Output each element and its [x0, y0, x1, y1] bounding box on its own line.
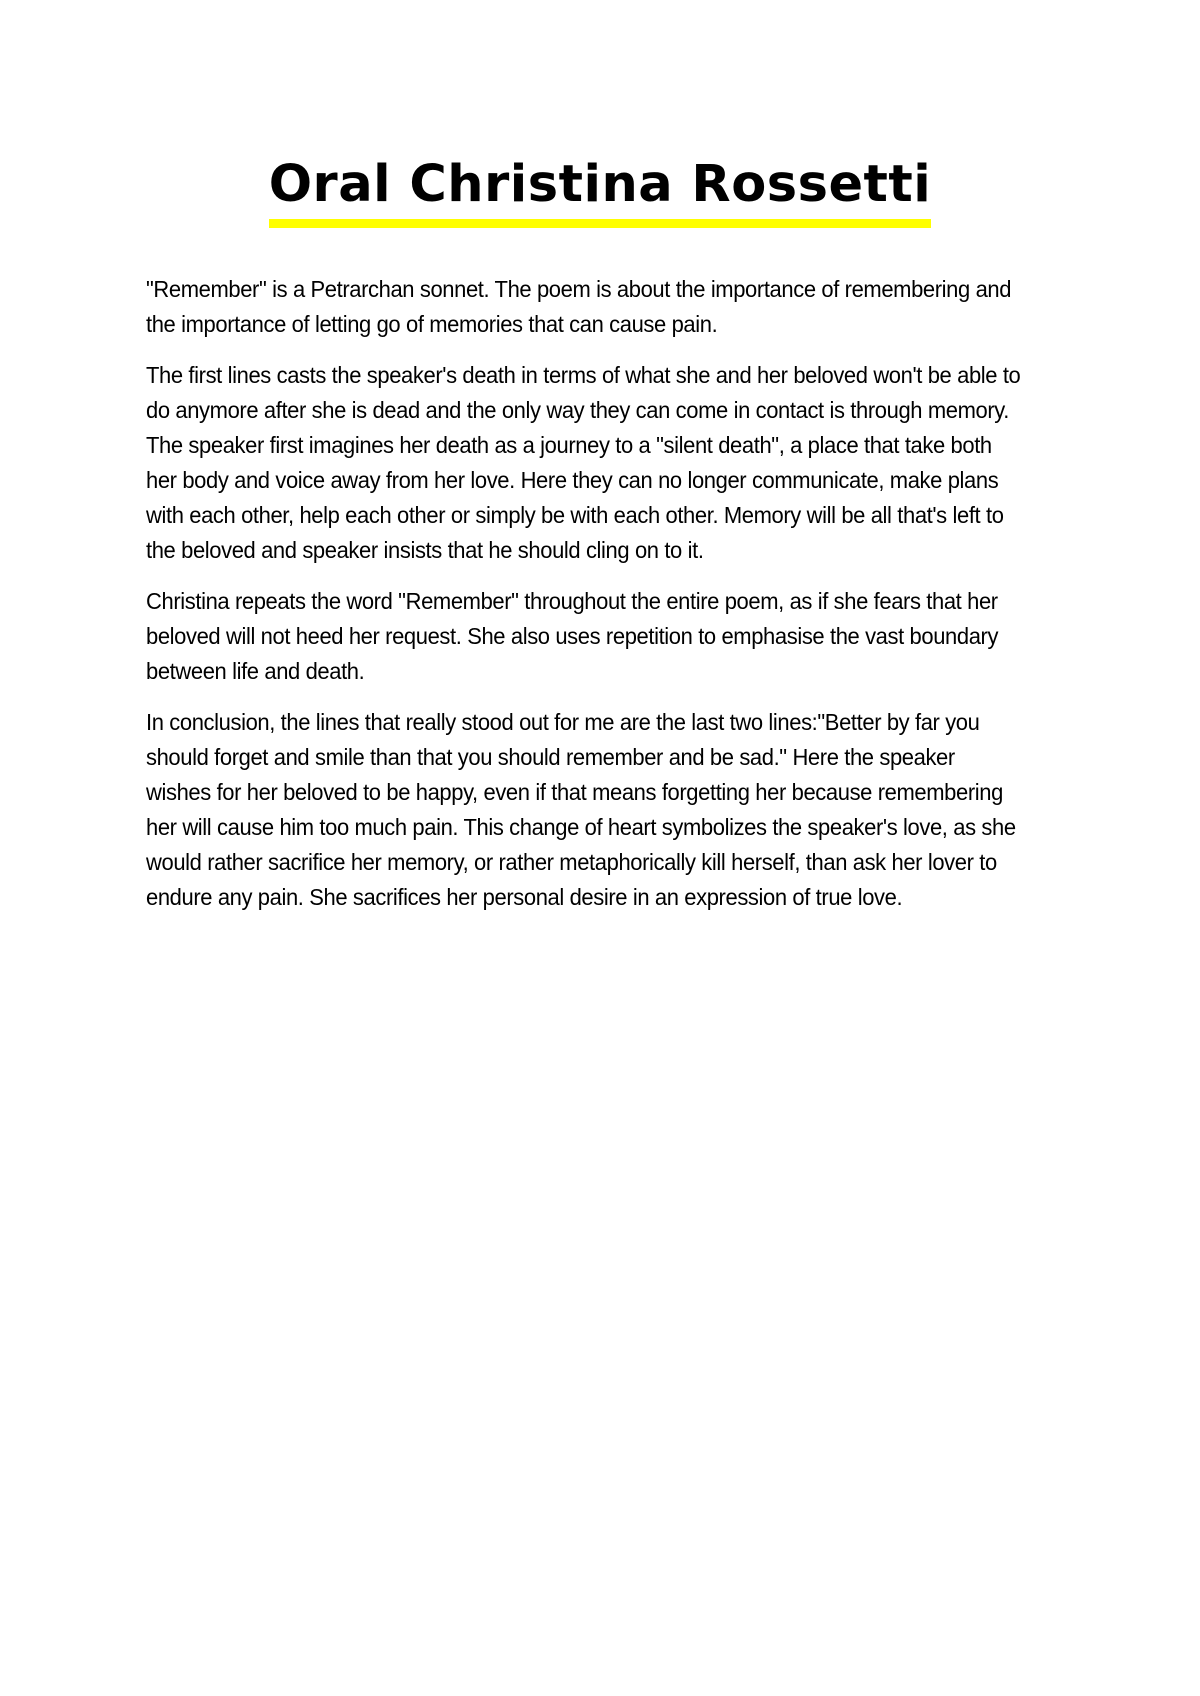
paragraph-1: "Remember" is a Petrarchan sonnet. The poem is about the importance of remembering and the importance of letting go of memories that can cause pain. [146, 276, 1012, 337]
paragraph-4: In conclusion, the lines that really stood out for me are the last two lines:"Better by far you should forget and smile than that you should remember and be sad." Here the speaker wishes for her beloved to be happy, even if that means forgetting her because remembering her will cause him too much pain. This change of heart symbolizes the speaker's love, as she would rather sacrifice her memory, or rather metaphorically kill herself, than ask her lover to endure any pain. She sacrifices her personal desire in an expression of true love. [146, 709, 1016, 910]
paragraph-3: Christina repeats the word "Remember" throughout the entire poem, as if she fears that her beloved will not heed her request. She also uses repetition to emphasise the vast boundary between life and death. [146, 588, 999, 684]
title-container [0, 155, 1200, 228]
paragraph-2: The first lines casts the speaker's death in terms of what she and her beloved won't be able to do anymore after she is dead and the only way they can come in contact is through memory. The speaker first imagines her death as a journey to a "silent death", a place that take both her body and voice away from her love. Here they can no longer communicate, make plans with each other, help each other or simply be with each other. Memory will be all that's left to the beloved and speaker insists that he should cling on to it. [146, 362, 1021, 563]
document-title: Oral Christina Rossetti [269, 155, 932, 228]
document-body [146, 272, 1025, 931]
